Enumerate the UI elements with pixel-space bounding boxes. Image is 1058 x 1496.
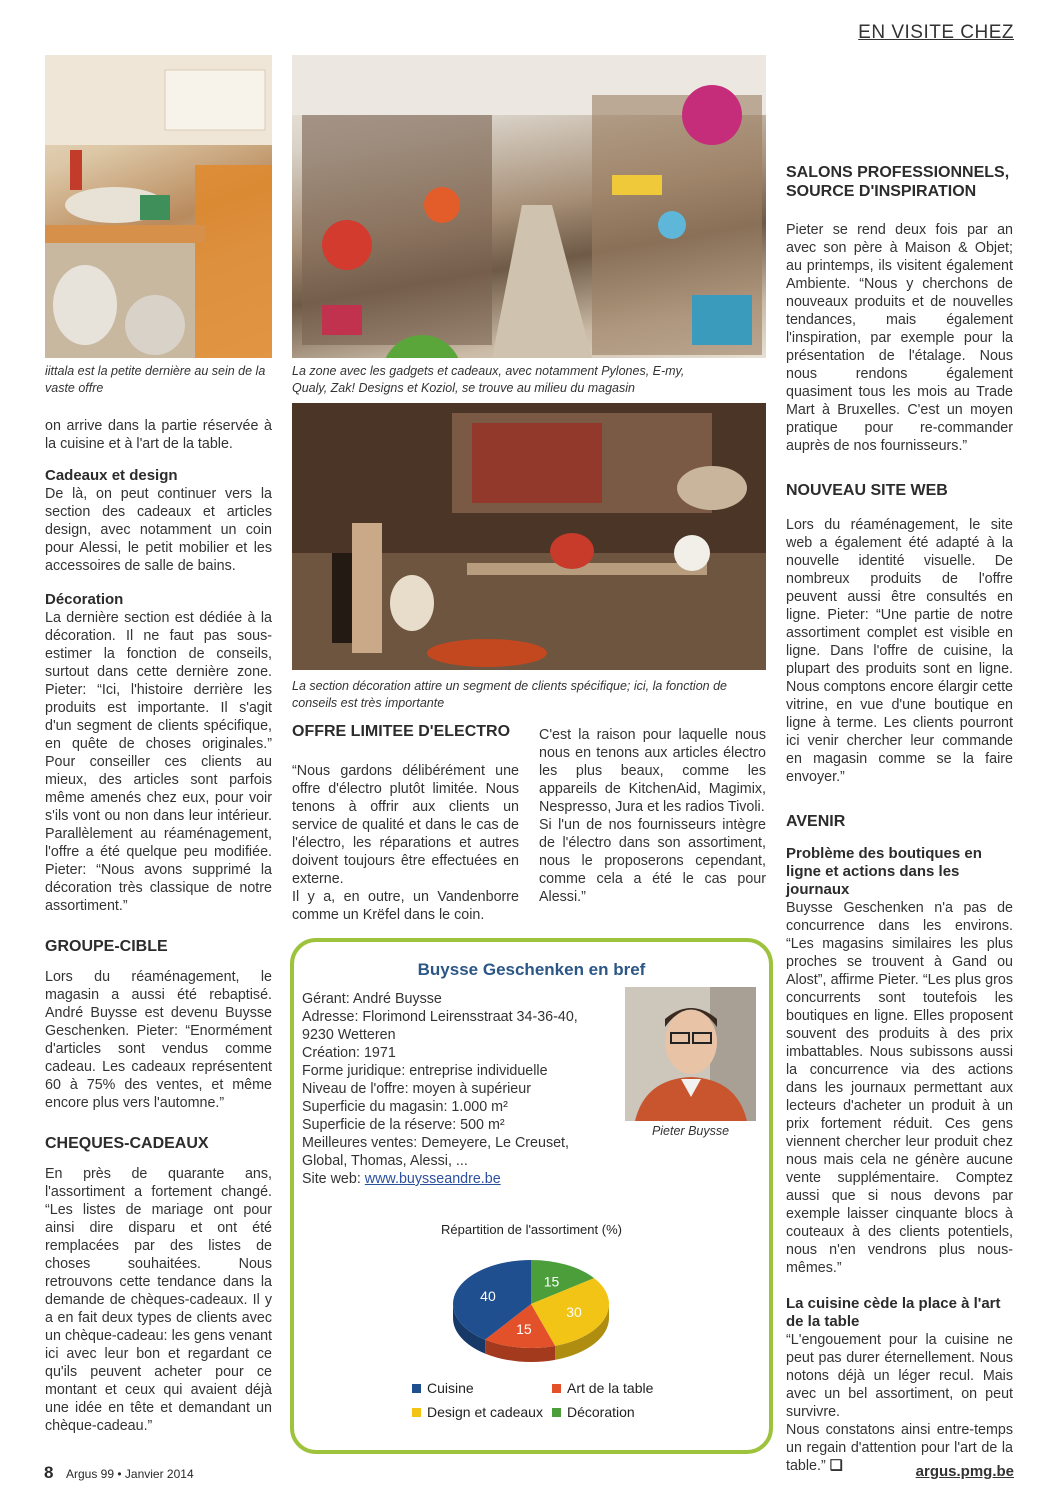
heading-electro-text: OFFRE LIMITEE D'ELECTRO <box>292 723 511 740</box>
caption-decoration: La section décoration attire un segment de clients spécifique; ici, la fonction de conseils est très importante <box>292 679 727 710</box>
legend-swatch <box>412 1408 421 1417</box>
heading-site-web: NOUVEAU SITE WEB <box>786 482 948 499</box>
legend-swatch <box>412 1384 421 1393</box>
infobox-site-label: Site web: <box>302 1171 365 1187</box>
chart-title: Répartition de l'assortiment (%) <box>441 1222 622 1237</box>
legend-label: Design et cadeaux <box>427 1404 543 1420</box>
paragraph-electro-b: Il y a, en outre, un Vandenborre comme un Krëfel dans le coin. <box>292 889 519 923</box>
photo-iittala-illustration <box>45 55 272 358</box>
paragraph-electro-d: Si l'un de nos fournisseurs intègre de l'électro dans son assortiment, nous le proposerons cependant, comme cela a été le cas pour Alessi.” <box>539 817 766 905</box>
heading-salons: SALONS PROFESSIONNELS, SOURCE D'INSPIRATION <box>786 164 1010 200</box>
electro-column-a <box>292 762 519 924</box>
legend-swatch <box>552 1408 561 1417</box>
heading-avenir: AVENIR <box>786 813 846 830</box>
paragraph-site-web: Lors du réaménagement, le site web a également été adapté à la nouvelle identité visuelle. De nombreux produits de l'offre peuvent aussi être consultés en ligne. Pieter: “Une partie de notre assortiment complet est visible en ligne. Dans l'offre de cuisine, la plupart des produits sont en ligne. Nous comptons encore élargir cette vitrine, en vue d'une boutique en ligne à terme. Les clients pourront ici venir chercher leur commande en magasin comme se la faire envoyer.” <box>786 517 1013 785</box>
legend-item-art-de-la-table <box>552 1380 653 1396</box>
infobox-details <box>302 990 612 1188</box>
legend-label: Art de la table <box>567 1380 654 1396</box>
caption-gadgets: La zone avec les gadgets et cadeaux, avec notamment Pylones, E-my, Qualy, Zak! Designs et Koziol, se trouve au milieu du magasin <box>292 364 685 395</box>
left-column <box>45 417 272 1435</box>
pie-chart <box>294 1246 769 1396</box>
paragraph-decoration: La dernière section est dédiée à la décoration. Il ne faut pas sous-estimer la fonction de conseils, surtout dans cette dernière zone. Pieter: “Ici, l'histoire derrière les produits est importante. Il s'agit d'un segment de clients spécifique, en quête de choses originales.” Pour conseiller ces clients au mieux, des articles sont parfois même amenés chez eux, pour voir s'ils vont ou non dans leur intérieur. Parallèlement au réaménagement, l'offre a été quelque peu modifiée. Pieter: “Nous avons supprimé la décoration très classique de notre assortiment.” <box>45 610 272 914</box>
pie-data-label: 30 <box>566 1303 582 1320</box>
infobox-line: Adresse: Florimond Leirensstraat 34-36-40, <box>302 1009 578 1025</box>
portrait-photo <box>625 987 756 1121</box>
pie-data-label: 15 <box>543 1273 560 1290</box>
infobox-line: Niveau de l'offre: moyen à supérieur <box>302 1081 531 1097</box>
infobox-line: Gérant: André Buysse <box>302 991 442 1007</box>
infobox-line: Superficie de la réserve: 500 m² <box>302 1117 505 1133</box>
pie-data-label: 40 <box>480 1288 496 1305</box>
infobox-line: Meilleures ventes: Demeyere, Le Creuset, <box>302 1135 569 1151</box>
infobox <box>290 938 773 1454</box>
legend-item-decoration <box>552 1404 635 1420</box>
heading-probleme: Problème des boutiques en ligne et actions dans les journaux <box>786 845 982 898</box>
photo-gadgets-illustration <box>292 55 766 358</box>
infobox-line: Forme juridique: entreprise individuelle <box>302 1063 548 1079</box>
heading-electro <box>292 722 517 741</box>
legend-item-design-cadeaux <box>412 1404 543 1420</box>
infobox-title: Buysse Geschenken en bref <box>417 960 646 979</box>
electro-column-b <box>539 726 766 906</box>
page-number: 8 <box>44 1463 54 1482</box>
paragraph-intro: on arrive dans la partie réservée à la cuisine et à l'art de la table. <box>45 418 272 452</box>
legend-label: Cuisine <box>427 1380 474 1396</box>
paragraph-cuisine-a: “L'engouement pour la cuisine ne peut pas durer éternellement. Nous notons déjà un léger recul. Mais avec un bel assortiment, on peut survivre. <box>786 1332 1013 1420</box>
paragraph-electro-a: “Nous gardons délibérément une offre d'électro plutôt limitée. Nous tenons à offrir aux clients un service de qualité et dans le cas de l'électro, les réparations et autres doivent toujours être effectuées en externe. <box>292 763 519 887</box>
paragraph-cheques: En près de quarante ans, l'assortiment a fortement changé. “Les listes de mariage ont pour ainsi dire disparu et ont été remplacées par des listes de choses souhaitées. Nous retrouvons cette tendance dans la demande de chèques-cadeaux. Il y a en fait deux types de clients avec un chèque-cadeau: les gens venant ici avec leur bon et regardant ce qu'ils peuvent acheter pour ce montant et ceux qui avaient déjà une idée en tête et demandant un chèque-cadeau.” <box>45 1166 272 1434</box>
caption-iittala: iittala est la petite dernière au sein de la vaste offre <box>45 364 266 395</box>
heading-groupe-cible: GROUPE-CIBLE <box>45 938 168 955</box>
paragraph-electro-c: C'est la raison pour laquelle nous nous en tenons aux articles électro les plus beaux, comme les appareils de KitchenAid, Magimix, Nespresso, Jura et les radios Tivoli. <box>539 727 766 815</box>
heading-decoration: Décoration <box>45 591 124 608</box>
paragraph-cuisine-b-text: Nous constatons ainsi entre-temps un regain d'attention pour l'art de la table.” <box>786 1422 1013 1474</box>
portrait-illustration <box>625 987 756 1121</box>
infobox-line: Global, Thomas, Alessi, ... <box>302 1153 468 1169</box>
infobox-line: Création: 1971 <box>302 1045 396 1061</box>
infobox-site <box>302 1170 612 1188</box>
paragraph-groupe-cible: Lors du réaménagement, le magasin a aussi été rebaptisé. André Buysse est devenu Buysse Geschenken. Pieter: “Enormément d'articles sont vendus comme cadeau. Les cadeaux représentent 60 à 75% des ventes, et même encore plus vers l'automne.” <box>45 969 272 1111</box>
paragraph-cadeaux: De là, on peut continuer vers la section des cadeaux et articles design, avec notamment un coin pour Alessi, le petit mobilier et les accessoires de salle de bains. <box>45 486 272 574</box>
heading-cuisine: La cuisine cède la place à l'art de la table <box>786 1295 1001 1330</box>
heading-cadeaux: Cadeaux et design <box>45 467 178 484</box>
end-mark-icon: ❑ <box>829 1458 843 1474</box>
photo-decoration-section <box>292 403 766 670</box>
paragraph-salons: Pieter se rend deux fois par an avec son père à Maison & Objet; au printemps, ils visitent également Ambiente. “Nous y cherchons de nouveaux produits et de nouvelles tendances, mais également l'inspiration, par exemple pour la présentation de l'étalage. Nous nous rendons également quasiment tous les mois au Trade Mart à Bruxelles. C'est un moyen pratique pour re-commander auprès de nos fournisseurs.” <box>786 222 1013 454</box>
infobox-line: 9230 Wetteren <box>302 1027 396 1043</box>
paragraph-probleme: Buysse Geschenken n'a pas de concurrence dans les environs. “Les magasins similaires les plus proches se trouvent à Gand ou Alost”, affirme Pieter. “Les plus gros concurrents sont toutefois les boutiques en ligne. Elles proposent souvent des produits à des prix imbattables. Nous subissons aussi la concurrence via des actions dans les journaux permettant aux lecteurs d'acheter un produit à un prix fortement réduit. Ces gens viennent chercher leur produit chez nous mais cela ne génère aucune vente supplémentaire. Comptez aussi que si nous devons par exemple laisser cinquante blocs à couteaux à des clients potentiels, nous n'en vendrons plus nous-mêmes.” <box>786 900 1013 1276</box>
right-column <box>786 163 1013 1475</box>
heading-cheques: CHEQUES-CADEAUX <box>45 1135 209 1152</box>
section-label: EN VISITE CHEZ <box>858 22 1014 43</box>
footer-url[interactable]: argus.pmg.be <box>915 1463 1014 1480</box>
legend-item-cuisine <box>412 1380 474 1396</box>
legend-label: Décoration <box>567 1404 635 1420</box>
portrait-caption: Pieter Buysse <box>651 1124 730 1138</box>
photo-decoration-illustration <box>292 403 766 670</box>
website-link[interactable]: www.buysseandre.be <box>364 1171 501 1187</box>
pie-data-label: 15 <box>516 1321 532 1338</box>
publication-info: Argus 99 • Janvier 2014 <box>66 1467 194 1481</box>
photo-gadgets-zone <box>292 55 766 358</box>
photo-iittala-shelves <box>45 55 272 358</box>
infobox-line: Superficie du magasin: 1.000 m² <box>302 1099 508 1115</box>
legend-swatch <box>552 1384 561 1393</box>
